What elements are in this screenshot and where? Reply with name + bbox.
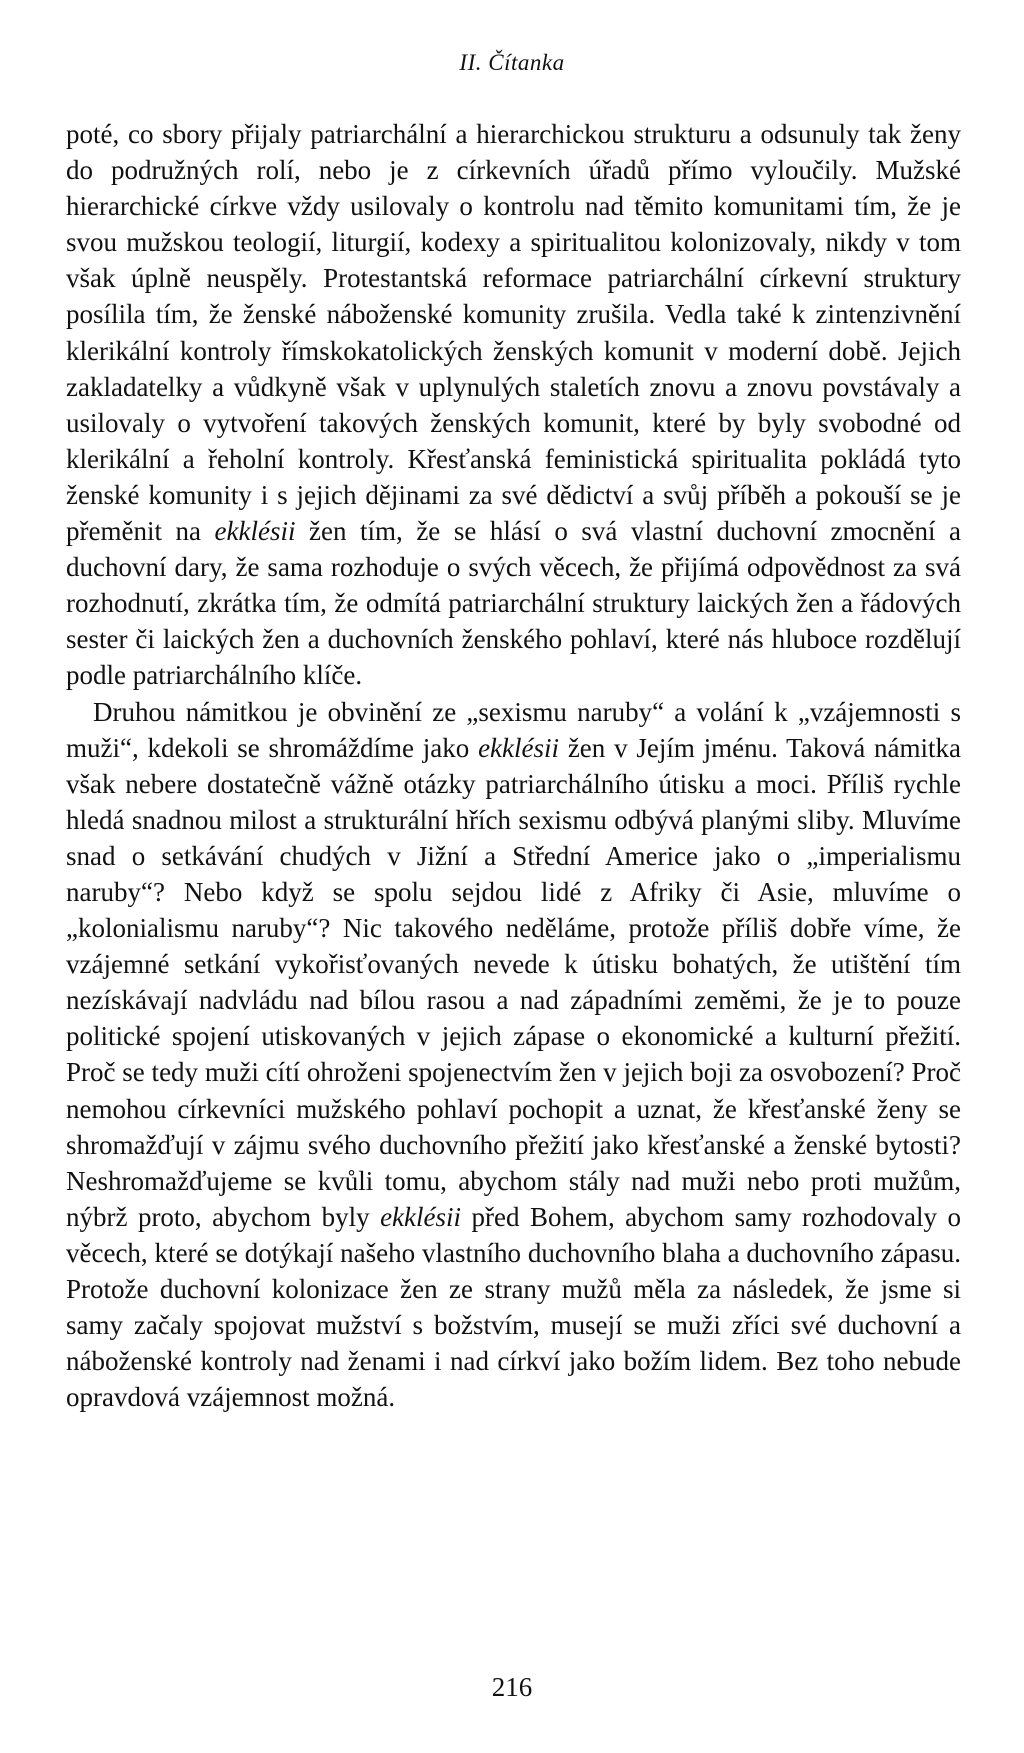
page-number: 216 — [491, 1672, 533, 1702]
paragraph-1-text-1: poté, co sbory přijaly patriarchální a hierarchickou strukturu a odsunuly tak ženy do podružných rolí, nebo je z církevních úřadů přímo vyloučily. Mužské hierarchické církve vždy usilovaly o kontrolu nad těmito komunitami tím, že je svou mužskou teologií, liturgií, kodexy a spiritualitou kolonizovaly, nikdy v tom však úplně neuspěly. Protestantská reformace patriarchální církevní struktury posílila tím, že ženské náboženské komunity zrušila. Vedla také k zintenzivnění klerikální kontroly římskokatolických ženských komunit v moderní době. Jejich zakladatelky a vůdkyně však v uplynulých staletích znovu a znovu povstávaly a usilovaly o vytvoření takových ženských komunit, které by byly svobodné od klerikální a řeholní kontroly. Křesťanská feministická spiritualita pokládá tyto ženské komunity i s jejich dějinami za své dědictví a svůj příběh a pokouší se je přeměnit na — [66, 119, 961, 547]
paragraph-2-text-3: před Bohem, abychom samy rozhodovaly o věcech, které se dotýkají našeho vlastního duchovního blaha a duchovního zápasu. Protože duchovní kolonizace žen ze strany mužů měla za následek, že jsme si samy začaly spojovat mužství s božstvím, musejí se muži zříci své duchovní a náboženské kontroly nad ženami i nad církví jako božím lidem. Bez toho nebude opravdová vzájemnost možná. — [66, 1201, 961, 1413]
body-text — [66, 116, 961, 1415]
paragraph-2-term-2: ekklésii — [380, 1201, 462, 1232]
paragraph-1-term-1: ekklésii — [214, 516, 296, 547]
paragraph-1 — [66, 116, 961, 694]
paragraph-2 — [66, 694, 961, 1416]
running-header: II. Čítanka — [459, 50, 565, 75]
paragraph-2-term-1: ekklésii — [478, 732, 560, 763]
paragraph-2-text-2: žen v Jejím jménu. Taková námitka však nebere dostatečně vážně otázky patriarchálního útisku a moci. Příliš rychle hledá snadnou milost a strukturální hřích sexismu odbývá planými sliby. Mluvíme snad o setkávání chudých v Jižní a Střední Americe jako o „imperialismu naruby“? Nebo když se spolu sejdou lidé z Afriky či Asie, mluvíme o „kolonialismu naruby“? Nic takového neděláme, protože příliš dobře víme, že vzájemné setkání vykořisťovaných nevede k útisku bohatých, že utištění tím nezískávají nadvládu nad bílou rasou a nad západními zeměmi, že je to pouze politické spojení utiskovaných v jejich zápase o ekonomické a kulturní přežití. Proč se tedy muži cítí ohroženi spojenectvím žen v jejich boji za osvobození? Proč nemohou církevníci mužského pohlaví pochopit a uznat, že křesťanské ženy se shromažďují v zájmu svého duchovního přežití jako křesťanské a ženské bytosti? Neshromažďujeme se kvůli tomu, abychom stály nad muži nebo proti mužům, nýbrž proto, abychom byly — [66, 732, 962, 1232]
paragraph-2-text-1: Druhou námitkou je obvinění ze „sexismu naruby“ a volání k „vzájemnosti s muži“, kdekoli se shromáždíme jako — [66, 696, 961, 763]
paragraph-1-text-2: žen tím, že se hlásí o svá vlastní duchovní zmocnění a duchovní dary, že sama rozhoduje o svých věcech, že přijímá odpovědnost za svá rozhodnutí, zkrátka tím, že odmítá patriarchální struktury laických žen a řádových sester či laických žen a duchovních ženského pohlaví, které nás hluboce rozdělují podle patriarchálního klíče. — [66, 516, 961, 691]
